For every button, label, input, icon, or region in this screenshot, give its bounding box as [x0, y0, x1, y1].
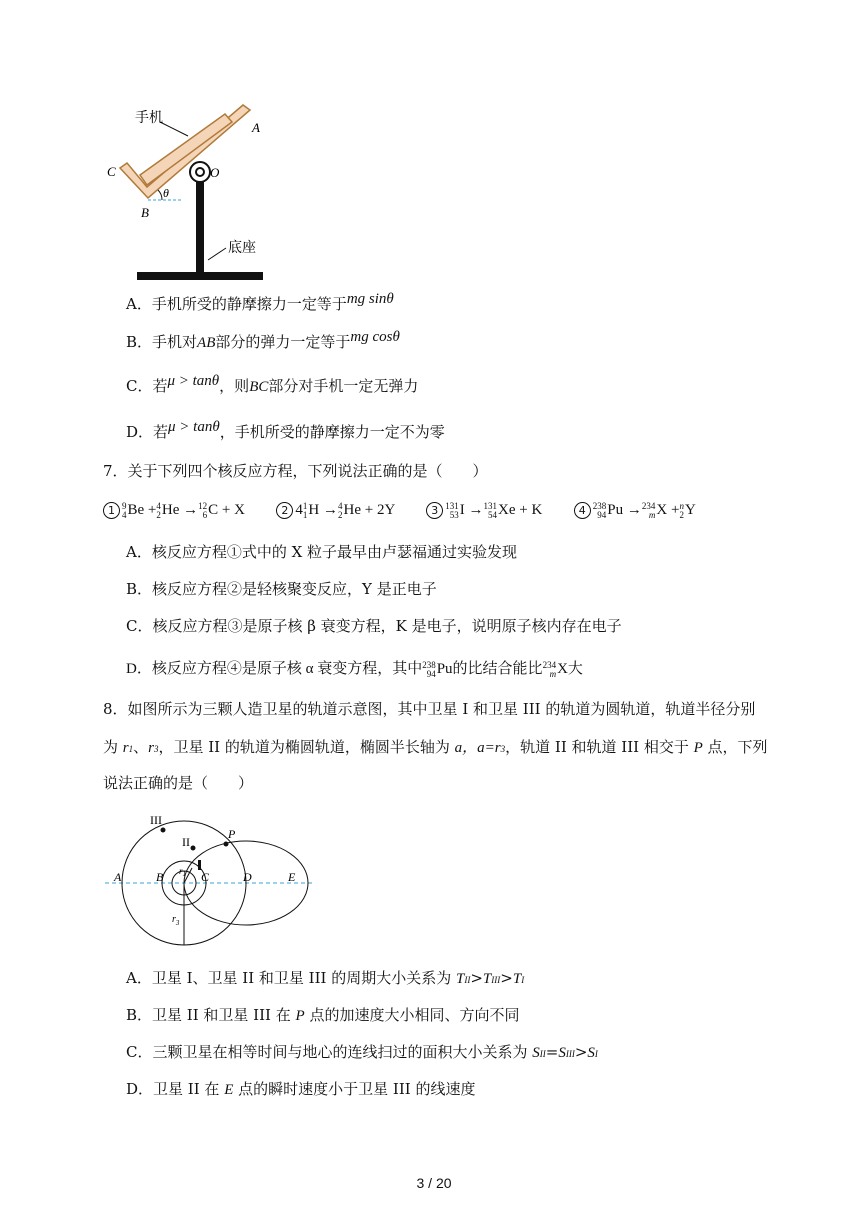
q6-C-seg: BC — [249, 379, 269, 395]
q6-A-text: A．手机所受的静摩擦力一定等于 — [126, 295, 347, 313]
q6-option-B — [126, 329, 400, 353]
q7-option-B: B．核反应方程②是轻核聚变反应，Y 是正电子 — [126, 580, 437, 598]
q6-D-text: D．若 — [126, 423, 169, 441]
q6-option-A — [126, 291, 394, 315]
q8-A-text: A．卫星 I、卫星 II 和卫星 III 的周期大小关系为 — [126, 969, 456, 987]
point-C-orbit: C — [201, 870, 210, 884]
q6-option-C — [126, 373, 419, 397]
point-P-label: P — [228, 827, 236, 841]
eq1-part1: Be + — [127, 502, 157, 518]
q7-option-C: C．核反应方程③是原子核 β 衰变方程，K 是电子，说明原子核内存在电子 — [126, 617, 622, 635]
q8-D-E: E — [224, 1082, 234, 1098]
q8-stem-line2: 为 r1、r3，卫星 II 的轨道为椭圆轨道，椭圆半长轴为 a，a=r3，轨道 II 和轨道 III 相交于 P 点，下列 — [103, 738, 768, 756]
q6-option-D — [126, 419, 445, 443]
q6-C-text: C．若 — [126, 377, 168, 395]
eq3-number: 3 — [426, 502, 443, 519]
q6-D-math: μ > tanθ — [168, 419, 220, 435]
eq1-part3: C + X — [208, 502, 245, 518]
q8-option-C: C．三颗卫星在相等时间与地心的连线扫过的面积大小关系为 SII=SIII>SI — [126, 1043, 598, 1061]
eq4-part3: Y — [684, 502, 696, 518]
q8-option-B — [126, 1005, 519, 1026]
eq2-part1: H → — [308, 502, 339, 518]
q8-B-text: B．卫星 II 和卫星 III 在 — [126, 1006, 296, 1024]
point-A-orbit: A — [114, 870, 122, 884]
eq4-number: 4 — [574, 502, 591, 519]
q8-P: P — [693, 740, 703, 756]
eq3-part2: Xe + K — [498, 502, 543, 518]
eq4-part2: X + — [656, 502, 680, 518]
r1-label: $r_1$ — [179, 866, 187, 878]
point-O-label: O — [210, 165, 220, 180]
q8-stem-line3: 说法正确的是（ ） — [103, 774, 254, 792]
eq1-number: 1 — [103, 502, 120, 519]
q6-B-text: B．手机对 — [126, 333, 198, 351]
q7-D-text: D．核反应方程④是原子核 α 衰变方程，其中 — [126, 661, 423, 677]
q6-B-math: mg cosθ — [350, 329, 400, 345]
r3-label: $r_3$ — [172, 914, 180, 927]
q8-D-text2: 点的瞬时速度小于卫星 III 的线速度 — [233, 1080, 476, 1098]
point-B-label: B — [141, 205, 149, 220]
q8-l2-d: ，轨道 II 和轨道 III 相交于 — [505, 738, 694, 756]
q8-l2-b: 、 — [133, 738, 149, 756]
q7-equations: 1 9 4 Be + 4 2 He → 12 6 C + X 2 4 1 1 H → 4 2 He + 2Y 3 131 53 I → 131 54 Xe + K 4 238 94 Pu → 234 m X + n 2 Y — [103, 500, 696, 524]
q7-option-D: D．核反应方程④是原子核 α 衰变方程，其中 238 94 Pu的比结合能比 234 m X大 — [126, 659, 583, 679]
q7-D-text2: 的比结合能比 — [452, 661, 543, 677]
q8-l2-c: ，卫星 II 的轨道为椭圆轨道，椭圆半长轴为 — [158, 738, 455, 756]
q8-l2-e: 点，下列 — [702, 738, 768, 756]
q6-C-math: μ > tanθ — [167, 373, 220, 389]
q6-D-text2: ，手机所受的静摩擦力一定不为零 — [219, 423, 445, 441]
point-D-orbit: D — [243, 870, 252, 884]
q6-B-seg: AB — [197, 335, 216, 351]
point-E-orbit: E — [288, 870, 296, 884]
page-number: 3 / 20 — [416, 1175, 452, 1191]
q6-C-text2: ，则 — [219, 377, 250, 395]
point-B-orbit: B — [156, 870, 164, 884]
base-label: 底座 — [228, 241, 256, 256]
phone-label: 手机 — [135, 111, 163, 126]
q8-B-text2: 点的加速度大小相同、方向不同 — [304, 1006, 520, 1024]
orbit-figure — [100, 808, 330, 948]
q8-stem-line1: 8．如图所示为三颗人造卫星的轨道示意图，其中卫星 I 和卫星 III 的轨道为圆轨道，轨道半径分别 — [103, 700, 756, 718]
q8-a-var: a — [454, 740, 463, 756]
q8-a-eq: ，a=r — [462, 740, 501, 756]
eq3-part1: I → — [459, 502, 484, 518]
eq4-part1: Pu → — [607, 502, 642, 518]
q6-C-text3: 部分对手机一定无弹力 — [268, 377, 419, 395]
orbit-II-label: II — [182, 835, 190, 849]
eq2-part2: He + 2Y — [343, 502, 395, 518]
q6-A-math: mg sinθ — [346, 291, 394, 307]
point-A-label: A — [252, 120, 260, 135]
eq1-part2: He → — [161, 502, 199, 518]
q8-D-text: D．卫星 II 在 — [126, 1080, 225, 1098]
phone-holder-figure — [100, 100, 280, 285]
eq2-coef: 4 — [295, 502, 303, 518]
q8-B-P: P — [295, 1008, 305, 1024]
point-C-label: C — [107, 164, 116, 179]
q8-l2-a: 为 — [103, 738, 123, 756]
q8-option-A: A．卫星 I、卫星 II 和卫星 III 的周期大小关系为 TII>TIII>TI — [126, 969, 525, 987]
q6-B-text2: 部分的弹力一定等于 — [215, 333, 351, 351]
q8-option-D — [126, 1079, 475, 1100]
orbit-III-label: III — [150, 813, 162, 827]
q8-C-text: C．三颗卫星在相等时间与地心的连线扫过的面积大小关系为 — [126, 1043, 533, 1061]
q7-stem: 7．关于下列四个核反应方程，下列说法正确的是（ ） — [103, 462, 488, 480]
theta-label: θ — [163, 186, 169, 200]
q8-r1: r — [122, 740, 129, 756]
eq2-number: 2 — [276, 502, 293, 519]
q7-option-A: A．核反应方程①式中的 X 粒子最早由卢瑟福通过实验发现 — [126, 543, 518, 561]
q7-D-text3: 大 — [567, 661, 583, 677]
